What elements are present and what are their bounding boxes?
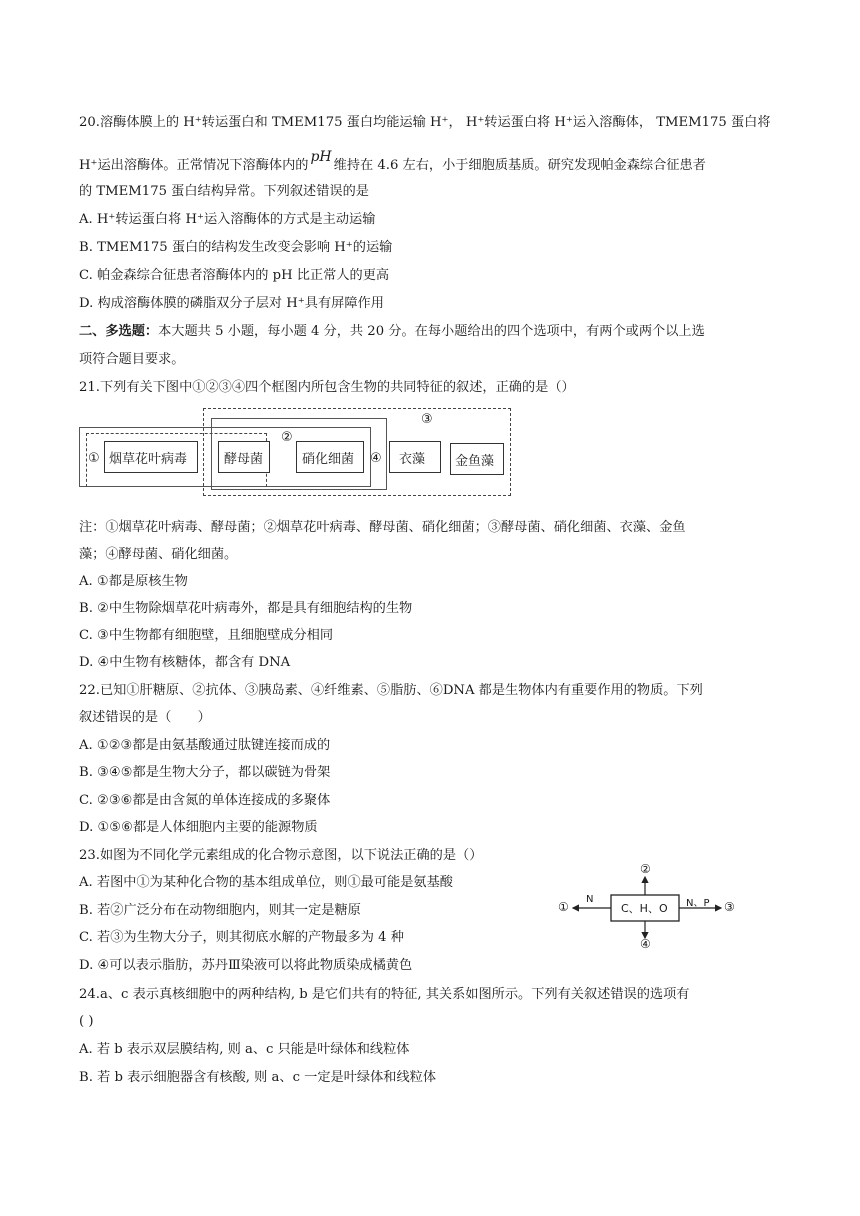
q24-stem-line2: ( ): [79, 1014, 94, 1029]
label-4: ④: [370, 451, 382, 466]
section2-text1: 本大题共 5 小题，每小题 4 分，共 20 分。在每小题给出的四个选项中，有两个或两个以上选: [158, 324, 705, 339]
organism-box-yeast: [218, 441, 270, 473]
q22-option-c: C. ②③⑥都是由含氮的单体连接成的多聚体: [79, 793, 331, 808]
q21-option-a: A. ①都是原核生物: [79, 574, 188, 589]
q20-option-a: A. H⁺转运蛋白将 H⁺运入溶酶体的方式是主动运输: [79, 212, 376, 227]
q23-option-a: A. 若图中①为某种化合物的基本组成单位，则①最可能是氨基酸: [79, 875, 453, 890]
q21-option-d: D. ④中生物有核糖体，都含有 DNA: [79, 655, 291, 670]
left-element: N: [586, 894, 594, 905]
q21-option-c: C. ③中生物都有细胞壁，且细胞壁成分相同: [79, 628, 334, 643]
organism-nitrifying-bacteria: 硝化细菌: [302, 452, 355, 467]
q23-stem: 23.如图为不同化学元素组成的化合物示意图，以下说法正确的是（）: [79, 848, 483, 863]
q23-diagram: [556, 862, 746, 952]
ph-symbol: pH: [310, 149, 332, 165]
compound-3: ③: [724, 900, 735, 914]
label-3: ③: [421, 412, 433, 427]
q22-stem-line2: 叙述错误的是（ ）: [79, 710, 211, 725]
q24-option-a: A. 若 b 表示双层膜结构, 则 a、c 只能是叶绿体和线粒体: [79, 1042, 410, 1057]
q23-option-d: D. ④可以表示脂肪，苏丹Ⅲ染液可以将此物质染成橘黄色: [79, 958, 413, 973]
q22-option-d: D. ①⑤⑥都是人体细胞内主要的能源物质: [79, 820, 318, 835]
q20-option-c: C. 帕金森综合征患者溶酶体内的 pH 比正常人的更高: [79, 268, 390, 283]
section2-title: 二、多选题：: [79, 324, 159, 339]
section2-text2: 项符合题目要求。: [79, 352, 185, 367]
organism-chlamydomonas: 衣藻: [399, 452, 426, 467]
organism-yeast: 酵母菌: [224, 452, 264, 467]
compound-1: ①: [558, 900, 569, 914]
q21-stem: 21.下列有关下图中①②③④四个框图内所包含生物的共同特征的叙述，正确的是（）: [79, 380, 575, 395]
organism-tmv: 烟草花叶病毒: [109, 452, 188, 467]
q22-option-a: A. ①②③都是由氨基酸通过肽键连接而成的: [79, 738, 331, 753]
compound-4: ④: [640, 937, 651, 951]
q24-option-b: B. 若 b 表示细胞器含有核酸, 则 a、c 一定是叶绿体和线粒体: [79, 1070, 437, 1085]
q20-option-b: B. TMEM175 蛋白的结构发生改变会影响 H⁺的运输: [79, 240, 393, 255]
q20-stem-line3: 的 TMEM175 蛋白结构异常。下列叙述错误的是: [79, 184, 369, 199]
q20-option-d: D. 构成溶酶体膜的磷脂双分子层对 H⁺具有屏障作用: [79, 296, 384, 311]
q22-stem-line1: 22.已知①肝糖原、②抗体、③胰岛素、④纤维素、⑤脂肪、⑥DNA 都是生物体内有重要作用的物质。下列: [79, 683, 703, 698]
right-element: N、P: [686, 898, 710, 909]
organism-box-tmv: [104, 441, 198, 473]
center-elements: C、H、O: [621, 902, 668, 915]
label-1: ①: [88, 451, 100, 466]
label-2: ②: [281, 430, 293, 445]
q21-note-line1: 注：①烟草花叶病毒、酵母菌；②烟草花叶病毒、酵母菌、硝化细菌；③酵母菌、硝化细菌、衣藻、金鱼: [79, 520, 686, 535]
section2-header: [79, 322, 705, 342]
organism-box-nitrifying-bacteria: [296, 441, 364, 473]
q21-option-b: B. ②中生物除烟草花叶病毒外，都是具有细胞结构的生物: [79, 601, 413, 616]
q24-stem-line1: 24.a、c 表示真核细胞中的两种结构, b 是它们共有的特征, 其关系如图所示。下列有关叙述错误的选项有: [79, 987, 690, 1002]
compound-2: ②: [640, 862, 651, 876]
organism-box-hornwort: [450, 443, 504, 475]
q21-note-line2: 藻；④酵母菌、硝化细菌。: [79, 547, 238, 562]
q23-option-b: B. 若②广泛分布在动物细胞内，则其一定是糖原: [79, 903, 361, 918]
q23-option-c: C. 若③为生物大分子，则其彻底水解的产物最多为 4 种: [79, 930, 404, 945]
q22-option-b: B. ③④⑤都是生物大分子，都以碳链为骨架: [79, 765, 331, 780]
q20-stem-line1: 20.溶酶体膜上的 H⁺转运蛋白和 TMEM175 蛋白均能运输 H⁺， H⁺转运蛋白将 H⁺运入溶酶体， TMEM175 蛋白将: [79, 115, 771, 130]
organism-box-chlamydomonas: [389, 441, 441, 473]
q20-stem-line2: H⁺运出溶酶体。正常情况下溶酶体内的pH维持在 4.6 左右，小于细胞质基质。研究发现帕金森综合征患者: [79, 149, 706, 173]
organism-hornwort: 金鱼藻: [455, 454, 495, 469]
